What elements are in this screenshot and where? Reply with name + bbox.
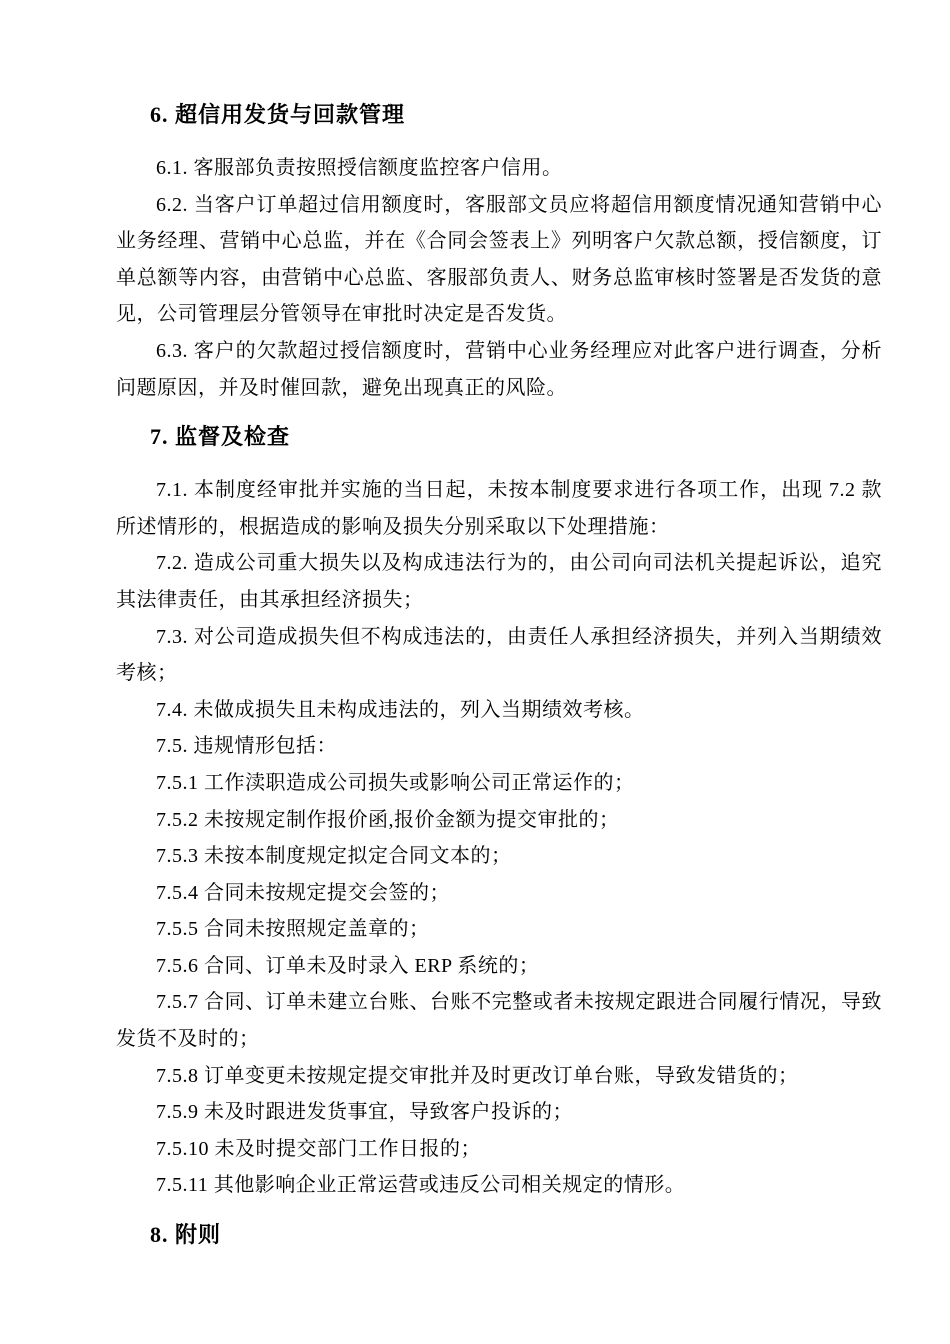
section-7-heading: 7. 监督及检查 — [150, 424, 291, 450]
paragraph-6-1: 6.1. 客服部负责按照授信额度监控客户信用。 — [156, 157, 563, 179]
paragraph-7-5-4: 7.5.4 合同未按规定提交会签的； — [156, 881, 450, 904]
paragraph-7-5-8: 7.5.8 订单变更未按规定提交审批并及时更改订单台账，导致发错货的； — [156, 1064, 799, 1087]
paragraph-6-2: 6.2. 当客户订单超过信用额度时，客服部文员应将超信用额度情况通知营销中心业务经理、营销中心总监，并在《合同会签表上》列明客户欠款总额，授信额度，订单总额等内容，由营销中心总监、客服部负责人、财务总监审核时签署是否发货的意见，公司管理层分管领导在审批时决定是否发货。 — [116, 193, 882, 326]
paragraph-7-5-1: 7.5.1 工作渎职造成公司损失或影响公司正常运作的； — [156, 771, 635, 794]
paragraph-7-5-5: 7.5.5 合同未按照规定盖章的； — [156, 918, 430, 941]
section-6-heading: 6. 超信用发货与回款管理 — [150, 102, 406, 127]
paragraph-6-3: 6.3. 客户的欠款超过授信额度时，营销中心业务经理应对此客户进行调查，分析问题原因，并及时催回款，避免出现真正的风险。 — [116, 339, 882, 399]
paragraph-7-5-6: 7.5.6 合同、订单未及时录入 ERP 系统的； — [156, 954, 540, 977]
paragraph-7-2: 7.2. 造成公司重大损失以及构成违法行为的，由公司向司法机关提起诉讼，追究其法律责任，由其承担经济损失； — [116, 552, 882, 611]
paragraph-7-1: 7.1. 本制度经审批并实施的当日起，未按本制度要求进行各项工作，出现 7.2 款所述情形的，根据造成的影响及损失分别采取以下处理措施： — [116, 479, 882, 538]
paragraph-7-5-10: 7.5.10 未及时提交部门工作日报的； — [156, 1137, 481, 1160]
paragraph-7-5-7: 7.5.7 合同、订单未建立台账、台账不完整或者未按规定跟进合同履行情况，导致发货不及时的； — [116, 991, 882, 1051]
paragraph-7-5-3: 7.5.3 未按本制度规定拟定合同文本的； — [156, 845, 512, 868]
document-content — [116, 100, 882, 1250]
paragraph-7-5-11: 7.5.11 其他影响企业正常运营或违反公司相关规定的情形。 — [156, 1174, 686, 1197]
paragraph-7-4: 7.4. 未做成损失且未构成违法的，列入当期绩效考核。 — [156, 698, 645, 721]
paragraph-7-3: 7.3. 对公司造成损失但不构成违法的，由责任人承担经济损失，并列入当期绩效考核； — [116, 625, 882, 685]
paragraph-7-5-9: 7.5.9 未及时跟进发货事宜，导致客户投诉的； — [156, 1101, 573, 1124]
paragraph-7-5-2: 7.5.2 未按规定制作报价函,报价金额为提交审批的； — [156, 808, 620, 831]
paragraph-7-5: 7.5. 违规情形包括： — [156, 735, 337, 758]
section-8-heading: 8. 附则 — [150, 1222, 222, 1248]
